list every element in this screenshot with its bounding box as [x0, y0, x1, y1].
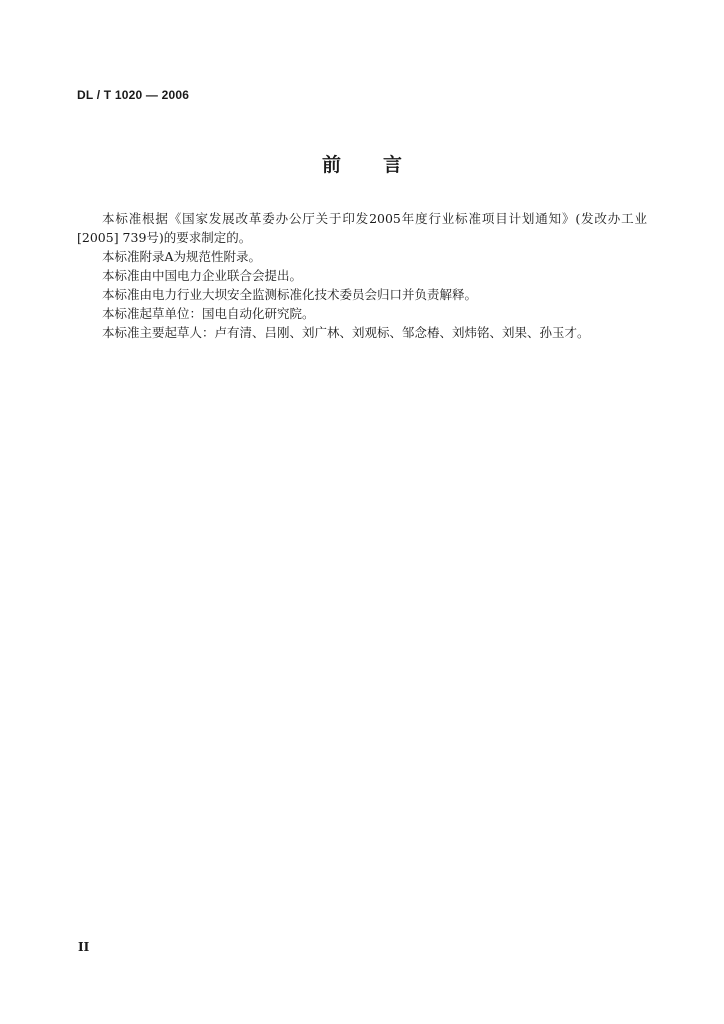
paragraph-drafters: 本标准主要起草人：卢有清、吕刚、刘广林、刘观标、邹念椿、刘炜铭、刘果、孙玉才。	[102, 325, 590, 340]
standard-code: DL / T 1020 — 2006	[77, 88, 190, 102]
paragraph-basis: 本标准根据《国家发展改革委办公厅关于印发2005年度行业标准项目计划通知》(发改办工业[2005] 739号)的要求制定的。	[77, 211, 647, 245]
paragraph-appendix: 本标准附录A为规范性附录。	[102, 249, 262, 264]
title-char-1: 前	[321, 154, 341, 176]
foreword-body	[77, 209, 647, 342]
paragraph-administrator: 本标准由电力行业大坝安全监测标准化技术委员会归口并负责解释。	[102, 287, 478, 302]
page-number: II	[78, 940, 90, 954]
paragraph-drafting-unit: 本标准起草单位：国电自动化研究院。	[102, 306, 315, 321]
page-title	[0, 150, 724, 177]
title-char-2: 言	[383, 154, 403, 176]
paragraph-proposer: 本标准由中国电力企业联合会提出。	[102, 268, 303, 283]
